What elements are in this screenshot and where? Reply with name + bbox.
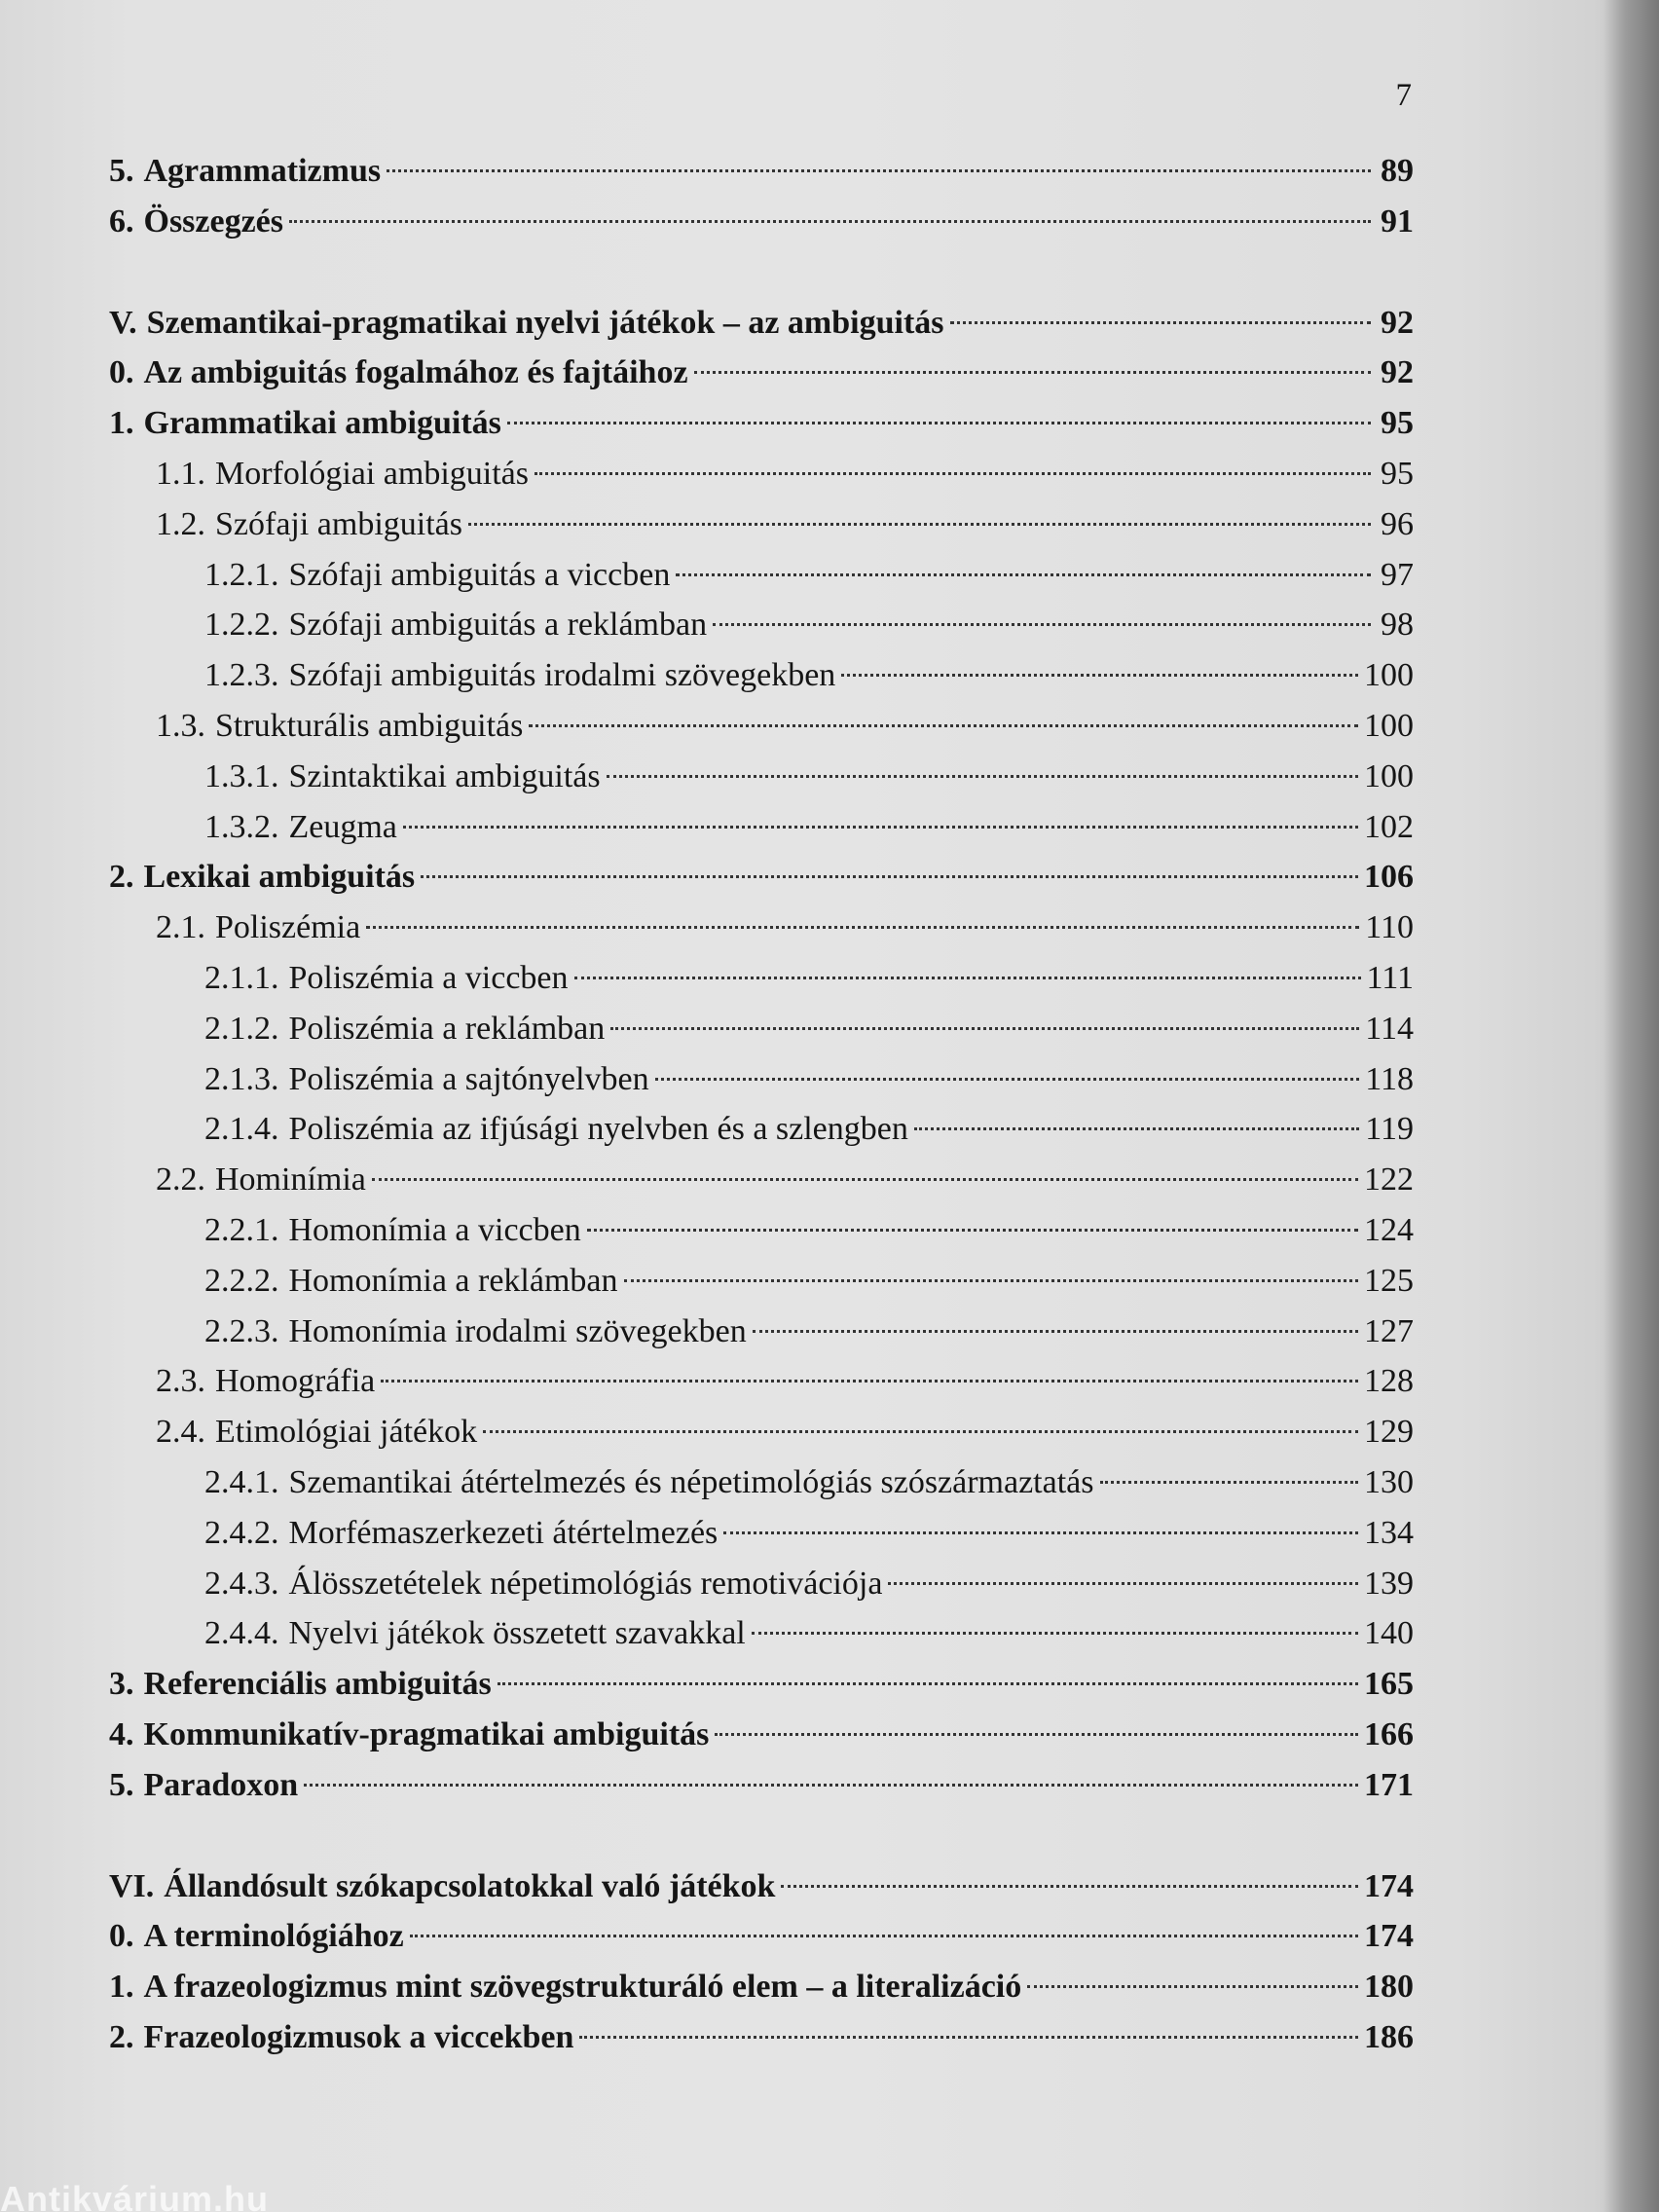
toc-dot-leader	[607, 775, 1358, 778]
toc-dot-leader	[304, 1784, 1358, 1787]
toc-entry-title: Homonímia a reklámban	[288, 1263, 618, 1299]
toc-dot-leader	[529, 724, 1358, 727]
toc-entry-page: 97	[1381, 557, 1414, 593]
toc-entry-title: Szintaktikai ambiguitás	[288, 758, 601, 794]
toc-entry-number: 2.1.	[156, 909, 205, 945]
toc-dot-leader	[655, 1078, 1360, 1081]
toc-entry-page: 140	[1364, 1615, 1414, 1651]
toc-entry	[156, 499, 1414, 550]
toc-entry-title: Állandósult szókapcsolatokkal való játékok	[164, 1868, 776, 1904]
toc-entry-number: 1.2.1.	[204, 557, 279, 593]
toc-entry-number: 2.	[109, 859, 134, 895]
toc-entry	[156, 903, 1414, 953]
toc-dot-leader	[403, 826, 1358, 829]
toc-entry-title: Frazeologizmusok a viccekben	[143, 2019, 574, 2055]
toc-entry-page: 95	[1381, 405, 1414, 441]
toc-entry-title: Homonímia a viccben	[288, 1212, 581, 1248]
toc-dot-leader	[841, 674, 1358, 677]
toc-entry-number: 0.	[109, 1918, 134, 1954]
toc-entry-title: Agrammatizmus	[143, 153, 382, 189]
toc-dot-leader	[410, 1935, 1358, 1937]
page-number: 7	[1395, 78, 1412, 113]
toc-entry-title: Zeugma	[288, 809, 397, 845]
toc-dot-leader	[694, 371, 1371, 374]
toc-entry-page: 119	[1365, 1111, 1414, 1147]
toc-entry	[204, 752, 1414, 802]
toc-dot-leader	[498, 1682, 1358, 1685]
toc-entry-title: Álösszetételek népetimológiás remotivációja	[288, 1566, 883, 1602]
toc-entry-page: 125	[1364, 1263, 1414, 1299]
toc-entry-title: Szófaji ambiguitás irodalmi szövegekben	[288, 657, 836, 693]
toc-entry-number: 2.4.1.	[204, 1464, 279, 1500]
toc-entry-number: 1.3.2.	[204, 809, 279, 845]
toc-entry	[109, 146, 1414, 197]
toc-entry-title: Az ambiguitás fogalmához és fajtáihoz	[143, 354, 688, 390]
toc-entry	[204, 1104, 1414, 1155]
toc-dot-leader	[914, 1127, 1359, 1130]
toc-dot-leader	[366, 926, 1359, 929]
toc-dot-leader	[1100, 1481, 1359, 1484]
toc-entry	[156, 1356, 1414, 1407]
toc-entry-title: Poliszémia a reklámban	[288, 1011, 606, 1047]
toc-dot-leader	[676, 573, 1371, 576]
toc-entry-number: 1.2.2.	[204, 607, 279, 643]
toc-entry-title: Etimológiai játékok	[215, 1414, 478, 1450]
toc-entry-number: V.	[109, 305, 137, 341]
toc-entry-number: 0.	[109, 354, 134, 390]
page-edge-shadow	[1603, 0, 1659, 2212]
toc-entry-number: 1.2.	[156, 506, 205, 542]
toc-entry	[109, 1760, 1414, 1811]
toc-entry	[156, 701, 1414, 752]
toc-dot-leader	[574, 977, 1361, 979]
toc-entry	[204, 650, 1414, 701]
toc-entry	[204, 1457, 1414, 1508]
toc-entry	[204, 1559, 1414, 1609]
toc-entry-page: 92	[1381, 354, 1414, 390]
toc-dot-leader	[468, 523, 1371, 526]
toc-dot-leader	[753, 1330, 1358, 1333]
toc-dot-leader	[610, 1027, 1359, 1030]
toc-entry-number: 2.2.3.	[204, 1313, 279, 1349]
toc-entry	[204, 1054, 1414, 1105]
toc-entry	[156, 1155, 1414, 1205]
toc-entry	[109, 852, 1414, 903]
toc-dot-leader	[579, 2036, 1358, 2039]
toc-entry-page: 128	[1364, 1363, 1414, 1399]
toc-entry-title: Poliszémia a viccben	[288, 960, 569, 996]
toc-entry	[109, 1659, 1414, 1710]
toc-entry-title: A frazeologizmus mint szövegstrukturáló elem – a literalizáció	[143, 1969, 1022, 2005]
toc-entry-page: 180	[1364, 1969, 1414, 2005]
watermark: Antikvárium.hu	[0, 2179, 270, 2212]
toc-dot-leader	[1027, 1985, 1358, 1988]
toc-entry-number: 2.2.	[156, 1161, 205, 1198]
toc-dot-leader	[387, 169, 1371, 172]
toc-dot-leader	[715, 1733, 1358, 1736]
toc-entry-page: 174	[1364, 1868, 1414, 1904]
toc-entry-title: Szemantikai-pragmatikai nyelvi játékok – az ambiguitás	[146, 305, 944, 341]
toc-entry-title: Nyelvi játékok összetett szavakkal	[288, 1615, 746, 1651]
toc-entry	[204, 600, 1414, 650]
toc-entry-title: Poliszémia a sajtónyelvben	[288, 1061, 649, 1097]
toc-entry-title: Strukturális ambiguitás	[215, 708, 524, 744]
toc-entry-page: 111	[1366, 960, 1414, 996]
toc-dot-leader	[483, 1430, 1358, 1433]
toc-entry-page: 127	[1364, 1313, 1414, 1349]
toc-entry-title: Hominímia	[215, 1161, 366, 1198]
toc-entry	[204, 1508, 1414, 1559]
toc-entry-number: 1.1.	[156, 456, 205, 492]
toc-entry-title: Szófaji ambiguitás a reklámban	[288, 607, 708, 643]
toc-entry	[204, 802, 1414, 853]
toc-entry	[109, 398, 1414, 449]
toc-entry-title: Morfémaszerkezeti átértelmezés	[288, 1515, 719, 1551]
toc-entry-page: 100	[1364, 758, 1414, 794]
toc-entry-page: 106	[1364, 859, 1414, 895]
toc-entry	[204, 1256, 1414, 1307]
toc-entry-page: 124	[1364, 1212, 1414, 1248]
toc-dot-leader	[713, 623, 1371, 626]
toc-entry-number: 6.	[109, 203, 134, 240]
toc-dot-leader	[535, 472, 1371, 475]
toc-entry-number: 1.3.	[156, 708, 205, 744]
toc-dot-leader	[624, 1279, 1358, 1282]
toc-entry-page: 139	[1364, 1566, 1414, 1602]
toc-entry-number: 5.	[109, 153, 134, 189]
toc-entry-number: 1.2.3.	[204, 657, 279, 693]
toc-entry-number: 2.1.1.	[204, 960, 279, 996]
toc-dot-leader	[752, 1632, 1358, 1635]
toc-entry	[204, 1004, 1414, 1054]
toc-entry-title: Szemantikai átértelmezés és népetimológiás szószármaztatás	[288, 1464, 1094, 1500]
toc-dot-leader	[381, 1380, 1358, 1382]
toc-entry-page: 100	[1364, 708, 1414, 744]
toc-dot-leader	[372, 1178, 1358, 1181]
toc-entry-number: 2.4.3.	[204, 1566, 279, 1602]
toc-entry-title: A terminológiához	[143, 1918, 404, 1954]
toc-entry-title: Homográfia	[215, 1363, 376, 1399]
toc-entry-number: 2.1.4.	[204, 1111, 279, 1147]
toc-entry	[109, 348, 1414, 398]
toc-entry-number: 3.	[109, 1666, 134, 1702]
toc-entry	[204, 1608, 1414, 1659]
toc-entry	[156, 1407, 1414, 1457]
toc-dot-leader	[289, 220, 1371, 223]
toc-dot-leader	[781, 1885, 1358, 1888]
toc-entry	[204, 953, 1414, 1004]
toc-entry-title: Lexikai ambiguitás	[143, 859, 416, 895]
toc-entry	[204, 550, 1414, 601]
toc-entry	[156, 449, 1414, 499]
toc-entry-page: 129	[1364, 1414, 1414, 1450]
toc-entry-number: 2.4.	[156, 1414, 205, 1450]
toc-entry-page: 134	[1364, 1515, 1414, 1551]
toc-entry-number: 2.2.1.	[204, 1212, 279, 1248]
toc-entry-page: 89	[1381, 153, 1414, 189]
toc-entry-title: Poliszémia az ifjúsági nyelvben és a szlengben	[288, 1111, 908, 1147]
toc-entry-page: 186	[1364, 2019, 1414, 2055]
toc-entry-page: 95	[1381, 456, 1414, 492]
toc-entry-number: 2.3.	[156, 1363, 205, 1399]
toc-entry-page: 166	[1364, 1716, 1414, 1752]
toc-entry	[109, 1911, 1414, 1962]
toc-entry-number: 1.	[109, 1969, 134, 2005]
toc-entry-title: Kommunikatív-pragmatikai ambiguitás	[143, 1716, 710, 1752]
toc-entry-title: Paradoxon	[143, 1767, 299, 1803]
toc-entry-title: Morfológiai ambiguitás	[215, 456, 530, 492]
toc-entry-page: 174	[1364, 1918, 1414, 1954]
toc-entry-page: 114	[1365, 1011, 1414, 1047]
toc-entry	[109, 2012, 1414, 2063]
toc-entry	[109, 1710, 1414, 1760]
toc-dot-leader	[421, 875, 1358, 878]
toc-entry-number: 2.2.2.	[204, 1263, 279, 1299]
toc-entry	[109, 197, 1414, 247]
toc-entry	[204, 1205, 1414, 1256]
toc-entry-title: Referenciális ambiguitás	[143, 1666, 492, 1702]
toc-dot-leader	[723, 1531, 1358, 1534]
toc-entry-number: 2.4.2.	[204, 1515, 279, 1551]
toc-entry-number: 2.1.2.	[204, 1011, 279, 1047]
toc-entry-number: 1.	[109, 405, 134, 441]
toc-entry-title: Grammatikai ambiguitás	[143, 405, 501, 441]
toc-entry	[109, 298, 1414, 349]
toc-dot-leader	[587, 1229, 1358, 1232]
toc-dot-leader	[888, 1582, 1358, 1585]
toc-dot-leader	[950, 321, 1371, 324]
toc-entry-number: 5.	[109, 1767, 134, 1803]
toc-entry-page: 98	[1381, 607, 1414, 643]
toc-entry-page: 110	[1365, 909, 1414, 945]
toc-entry-page: 102	[1364, 809, 1414, 845]
toc-entry-title: Szófaji ambiguitás a viccben	[288, 557, 671, 593]
toc-entry-number: 2.	[109, 2019, 134, 2055]
toc-entry	[204, 1307, 1414, 1357]
toc-entry-page: 100	[1364, 657, 1414, 693]
toc-entry-page: 96	[1381, 506, 1414, 542]
toc-entry-number: 1.3.1.	[204, 758, 279, 794]
toc-entry-number: 2.1.3.	[204, 1061, 279, 1097]
toc-entry-number: 4.	[109, 1716, 134, 1752]
toc-entry-page: 171	[1364, 1767, 1414, 1803]
toc-entry-title: Összegzés	[143, 203, 284, 240]
toc-entry-page: 118	[1365, 1061, 1414, 1097]
toc-dot-leader	[507, 422, 1371, 424]
toc-entry-page: 91	[1381, 203, 1414, 240]
toc-entry-title: Homonímia irodalmi szövegekben	[288, 1313, 747, 1349]
toc-entry-page: 122	[1364, 1161, 1414, 1198]
toc-entry-number: VI.	[109, 1868, 155, 1904]
toc-entry	[109, 1962, 1414, 2012]
toc-entry-title: Szófaji ambiguitás	[215, 506, 463, 542]
toc-entry-title: Poliszémia	[215, 909, 361, 945]
toc-entry-number: 2.4.4.	[204, 1615, 279, 1651]
toc-entry-page: 165	[1364, 1666, 1414, 1702]
toc-entry-page: 130	[1364, 1464, 1414, 1500]
toc-entry	[109, 1862, 1414, 1912]
toc-entry-page: 92	[1381, 305, 1414, 341]
